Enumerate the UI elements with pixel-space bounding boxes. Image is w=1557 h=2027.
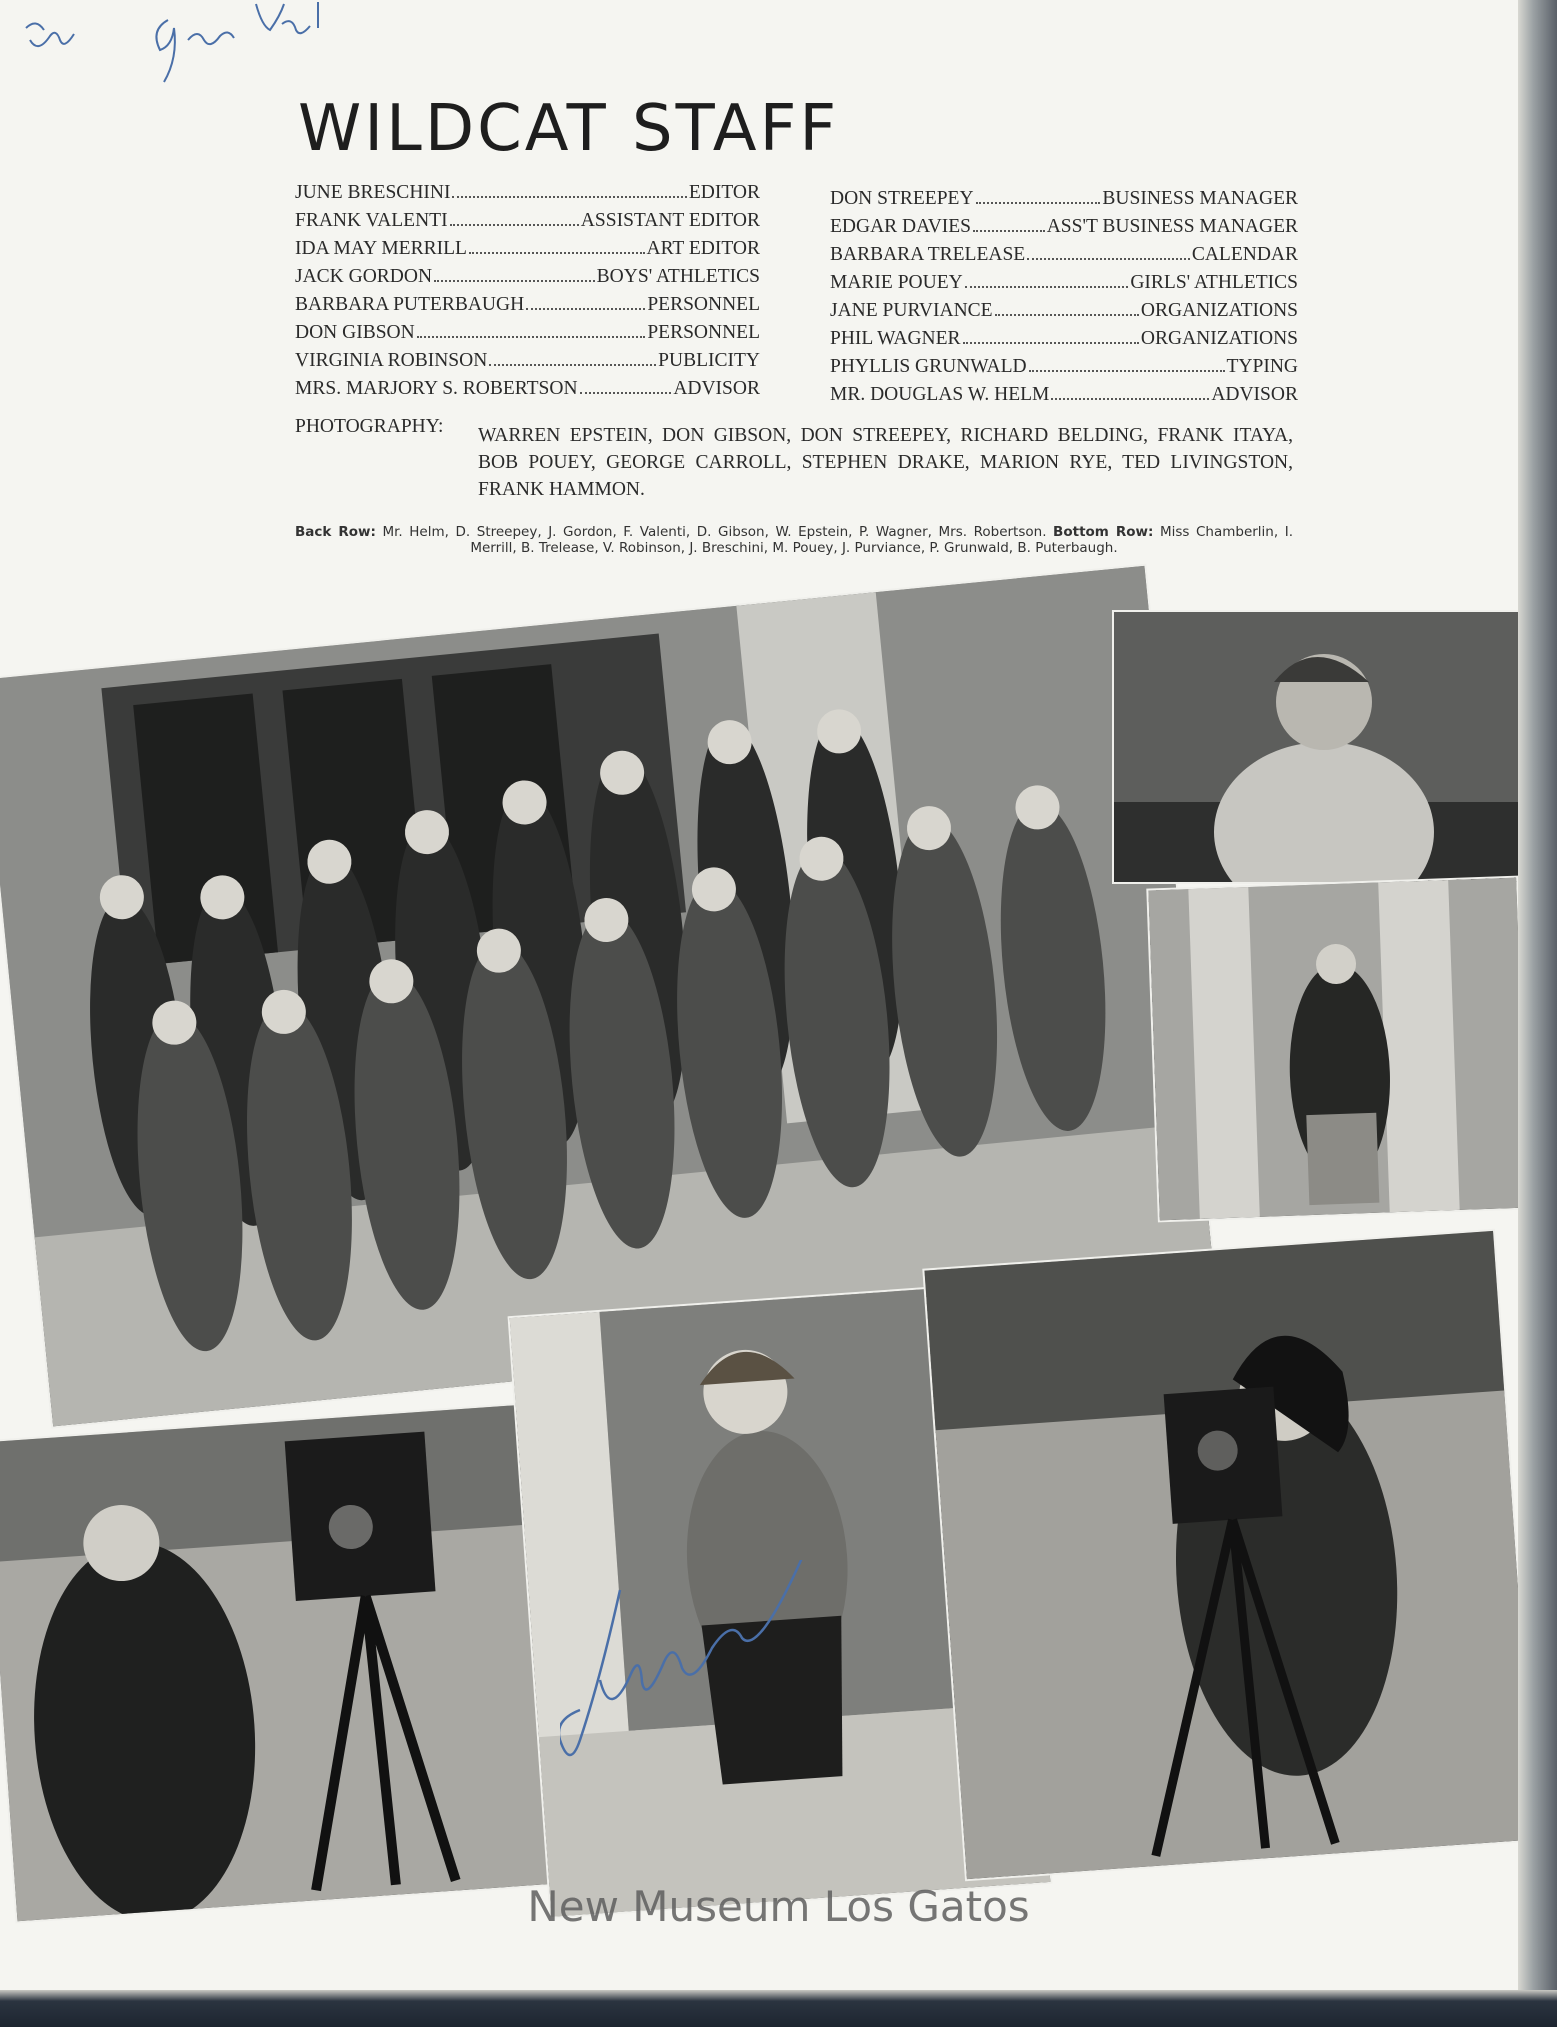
photography-label: PHOTOGRAPHY: (295, 416, 444, 437)
staff-row (295, 322, 760, 350)
staff-role: PUBLICITY (658, 350, 760, 371)
leader-dots (1051, 397, 1209, 400)
staff-role: ORGANIZATIONS (1140, 328, 1298, 349)
leader-dots (963, 341, 1139, 344)
leader-dots (434, 279, 595, 282)
staff-name: PHYLLIS GRUNWALD (830, 356, 1027, 377)
caption-bottom-text: Miss Chamberlin, I. Merrill, B. Trelease, V. Robinson, J. Breschini, M. Pouey, J. Purviance, P. Grunwald, B. Puterbaugh. (470, 524, 1293, 556)
staff-role: ASS'T BUSINESS MANAGER (1046, 216, 1298, 237)
staff-name: MR. DOUGLAS W. HELM (830, 384, 1050, 405)
leader-dots (973, 229, 1045, 232)
staff-list-right (830, 188, 1298, 412)
handwritten-scribble (18, 0, 338, 90)
staff-name: JANE PURVIANCE (830, 300, 993, 321)
leader-dots (417, 335, 646, 338)
staff-role: ADVISOR (1211, 384, 1298, 405)
staff-name: JUNE BRESCHINI (295, 182, 451, 203)
leader-dots (452, 195, 686, 198)
staff-name: EDGAR DAVIES (830, 216, 972, 237)
staff-name: MRS. MARJORY S. ROBERTSON (295, 378, 578, 399)
leader-dots (469, 251, 645, 254)
staff-name: BARBARA PUTERBAUGH (295, 294, 525, 315)
staff-role: PERSONNEL (647, 294, 760, 315)
book-bottom-edge (0, 1990, 1557, 2027)
caption-back-label: Back Row: (295, 524, 376, 540)
staff-name: VIRGINIA ROBINSON (295, 350, 488, 371)
staff-row (830, 300, 1298, 328)
staff-row (830, 216, 1298, 244)
staff-row (295, 182, 760, 210)
watermark: New Museum Los Gatos (527, 1882, 1030, 1931)
staff-row (830, 384, 1298, 412)
staff-name: FRANK VALENTI (295, 210, 448, 231)
staff-row (295, 294, 760, 322)
staff-role: EDITOR (688, 182, 760, 203)
page-title: WILDCAT STAFF (298, 92, 840, 166)
leader-dots (450, 223, 579, 226)
leader-dots (1029, 369, 1225, 372)
staff-name: MARIE POUEY (830, 272, 963, 293)
staff-name: DON GIBSON (295, 322, 415, 343)
staff-role: BOYS' ATHLETICS (596, 266, 760, 287)
photo-man-at-desk (1114, 612, 1518, 882)
staff-role: ASSISTANT EDITOR (580, 210, 760, 231)
photography-credits: WARREN EPSTEIN, DON GIBSON, DON STREEPEY, RICHARD BELDING, FRANK ITAYA, BOB POUEY, GEORGE CARROLL, STEPHEN DRAKE, MARION RYE, TED LIVINGSTON, FRANK HAMMON. (478, 425, 1293, 500)
leader-dots (976, 201, 1101, 204)
staff-row (295, 266, 760, 294)
staff-name: PHIL WAGNER (830, 328, 961, 349)
leader-dots (995, 313, 1139, 316)
book-spine-edge (1518, 0, 1557, 2027)
staff-role: ORGANIZATIONS (1140, 300, 1298, 321)
staff-row (830, 244, 1298, 272)
photo-man-on-steps (1148, 878, 1518, 1221)
staff-row (295, 378, 760, 406)
staff-row (830, 356, 1298, 384)
staff-list-left (295, 182, 760, 406)
photo-woman-with-camera (924, 1231, 1518, 1879)
staff-role: ART EDITOR (646, 238, 760, 259)
staff-name: BARBARA TRELEASE (830, 244, 1026, 265)
staff-row (830, 272, 1298, 300)
leader-dots (580, 391, 672, 394)
staff-role: PERSONNEL (647, 322, 760, 343)
staff-row (830, 328, 1298, 356)
signature (560, 1560, 820, 1780)
staff-row (295, 238, 760, 266)
leader-dots (489, 363, 656, 366)
staff-role: TYPING (1226, 356, 1298, 377)
leader-dots (1027, 257, 1190, 260)
staff-role: CALENDAR (1191, 244, 1298, 265)
staff-row (830, 188, 1298, 216)
staff-role: GIRLS' ATHLETICS (1130, 272, 1298, 293)
leader-dots (965, 285, 1129, 288)
staff-name: JACK GORDON (295, 266, 433, 287)
photo-caption (295, 524, 1293, 556)
staff-name: IDA MAY MERRILL (295, 238, 467, 259)
leader-dots (526, 307, 645, 310)
caption-back-text: Mr. Helm, D. Streepey, J. Gordon, F. Valenti, D. Gibson, W. Epstein, P. Wagner, Mrs. Robertson. (375, 524, 1054, 540)
staff-role: ADVISOR (673, 378, 760, 399)
staff-row (295, 210, 760, 238)
caption-bottom-label: Bottom Row: (1053, 524, 1154, 540)
staff-name: DON STREEPEY (830, 188, 974, 209)
staff-role: BUSINESS MANAGER (1102, 188, 1298, 209)
staff-row (295, 350, 760, 378)
